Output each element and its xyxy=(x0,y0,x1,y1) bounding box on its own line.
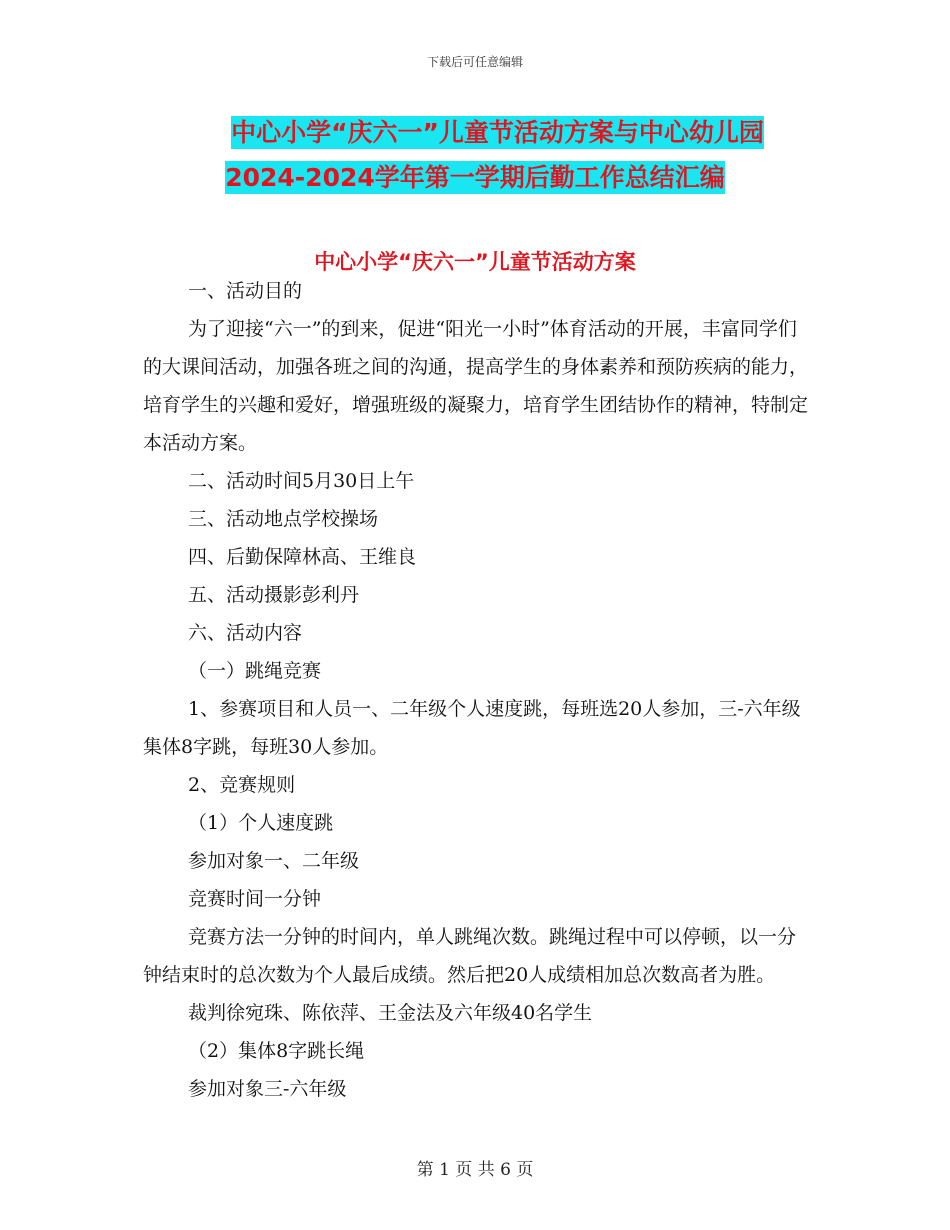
paragraph: 竞赛方法一分钟的时间内，单人跳绳次数。跳绳过程中可以停顿，以一分钟结束时的总次数为个人最后成绩。然后把20人成绩相加总次数高者为胜。 xyxy=(143,926,797,986)
document-title-line-2: 2024-2024学年第一学期后勤工作总结汇编 xyxy=(225,163,725,192)
paragraph: 五、活动摄影彭利丹 xyxy=(188,584,360,606)
page-number: 第 1 页 共 6 页 xyxy=(416,1160,534,1180)
paragraph: 为了迎接“六一”的到来，促进“阳光一小时”体育活动的开展，丰富同学们的大课间活动，加强各班之间的沟通，提高学生的身体素养和预防疾病的能力，培育学生的兴趣和爱好，增强班级的凝聚力，培育学生团结协作的精神，特制定本活动方案。 xyxy=(143,318,809,454)
paragraph: （1）个人速度跳 xyxy=(188,812,334,834)
paragraph: 三、活动地点学校操场 xyxy=(188,508,379,530)
paragraph: 六、活动内容 xyxy=(188,622,303,644)
paragraph: 四、后勤保障林高、王维良 xyxy=(188,546,417,568)
paragraph: 1、参赛项目和人员一、二年级个人速度跳，每班选20人参加，三-六年级集体8字跳，每班30人参加。 xyxy=(143,698,801,758)
header-note: 下载后可任意编辑 xyxy=(426,55,523,69)
document-title-line-1: 中心小学“庆六一”儿童节活动方案与中心幼儿园 xyxy=(231,118,764,147)
paragraph: 竞赛时间一分钟 xyxy=(188,888,322,910)
paragraph: 一、活动目的 xyxy=(188,280,303,302)
paragraph: （一）跳绳竞赛 xyxy=(188,660,322,682)
paragraph: 二、活动时间5月30日上午 xyxy=(188,470,415,492)
paragraph: 2、竞赛规则 xyxy=(188,774,296,796)
paragraph: 参加对象一、二年级 xyxy=(188,850,360,872)
section-title: 中心小学“庆六一”儿童节活动方案 xyxy=(314,250,636,274)
paragraph: （2）集体8字跳长绳 xyxy=(188,1040,365,1062)
paragraph: 裁判徐宛珠、陈依萍、王金法及六年级40名学生 xyxy=(188,1002,593,1024)
paragraph: 参加对象三-六年级 xyxy=(188,1078,347,1100)
document-body xyxy=(143,272,813,1108)
